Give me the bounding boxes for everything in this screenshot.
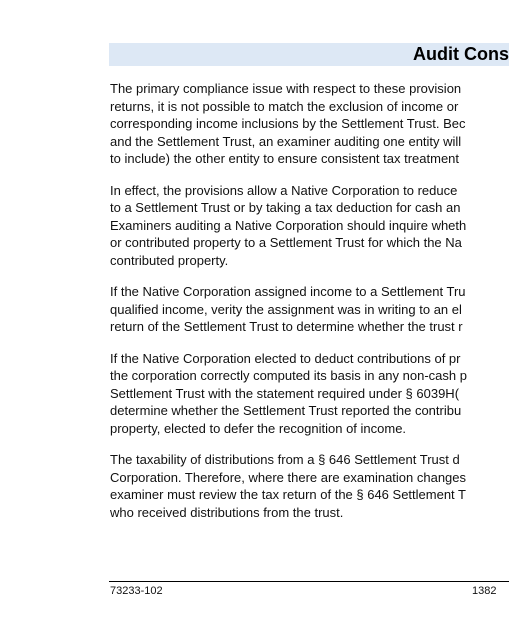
text-line: The taxability of distributions from a § 646 Settlement Trust d (110, 452, 460, 467)
text-line: In effect, the provisions allow a Native Corporation to reduce (110, 182, 458, 198)
text-line: If the Native Corporation elected to deduct contributions of pr (110, 350, 461, 366)
text-line: returns, it is not possible to match the exclusion of income or (110, 98, 459, 114)
paragraph-compliance-issue (110, 80, 494, 168)
text-line: who received distributions from the trust. (110, 504, 344, 520)
text-line: corresponding income inclusions by the Settlement Trust. Bec (110, 116, 466, 131)
footer-page-number: 1382 (472, 585, 497, 597)
text-line: determine whether the Settlement Trust reported the contribu (110, 403, 462, 418)
paragraph-in-effect (110, 182, 494, 270)
paragraph-assigned-income (110, 283, 494, 336)
text-line: Corporation. Therefore, where there are examination changes (110, 469, 467, 485)
section-title: Audit Cons (413, 44, 509, 64)
section-header-band (109, 43, 509, 66)
text-line: Settlement Trust with the statement required under § 6039H( (110, 385, 460, 401)
body-text (110, 80, 494, 535)
text-line: The primary compliance issue with respect to these provision (110, 81, 462, 96)
text-line: property, elected to defer the recognition of income. (110, 420, 407, 436)
footer-divider (109, 581, 509, 582)
footer-document-number: 73233-102 (110, 585, 163, 597)
text-line: contributed property. (110, 252, 229, 268)
text-line: Examiners auditing a Native Corporation should inquire wheth (110, 217, 467, 233)
text-line: If the Native Corporation assigned income to a Settlement Tru (110, 284, 466, 299)
text-line: qualified income, verity the assignment was in writing to an el (110, 301, 462, 317)
text-line: the corporation correctly computed its basis in any non-cash p (110, 368, 467, 383)
paragraph-elected-deduct (110, 350, 494, 438)
paragraph-taxability (110, 451, 494, 521)
text-line: examiner must review the tax return of the § 646 Settlement T (110, 487, 466, 502)
text-line: and the Settlement Trust, an examiner auditing one entity will (110, 133, 462, 149)
text-line: to include) the other entity to ensure consistent tax treatment (110, 151, 460, 166)
text-line: return of the Settlement Trust to determine whether the trust r (110, 319, 463, 334)
text-line: to a Settlement Trust or by taking a tax deduction for cash an (110, 200, 461, 215)
text-line: or contributed property to a Settlement Trust for which the Na (110, 235, 462, 250)
